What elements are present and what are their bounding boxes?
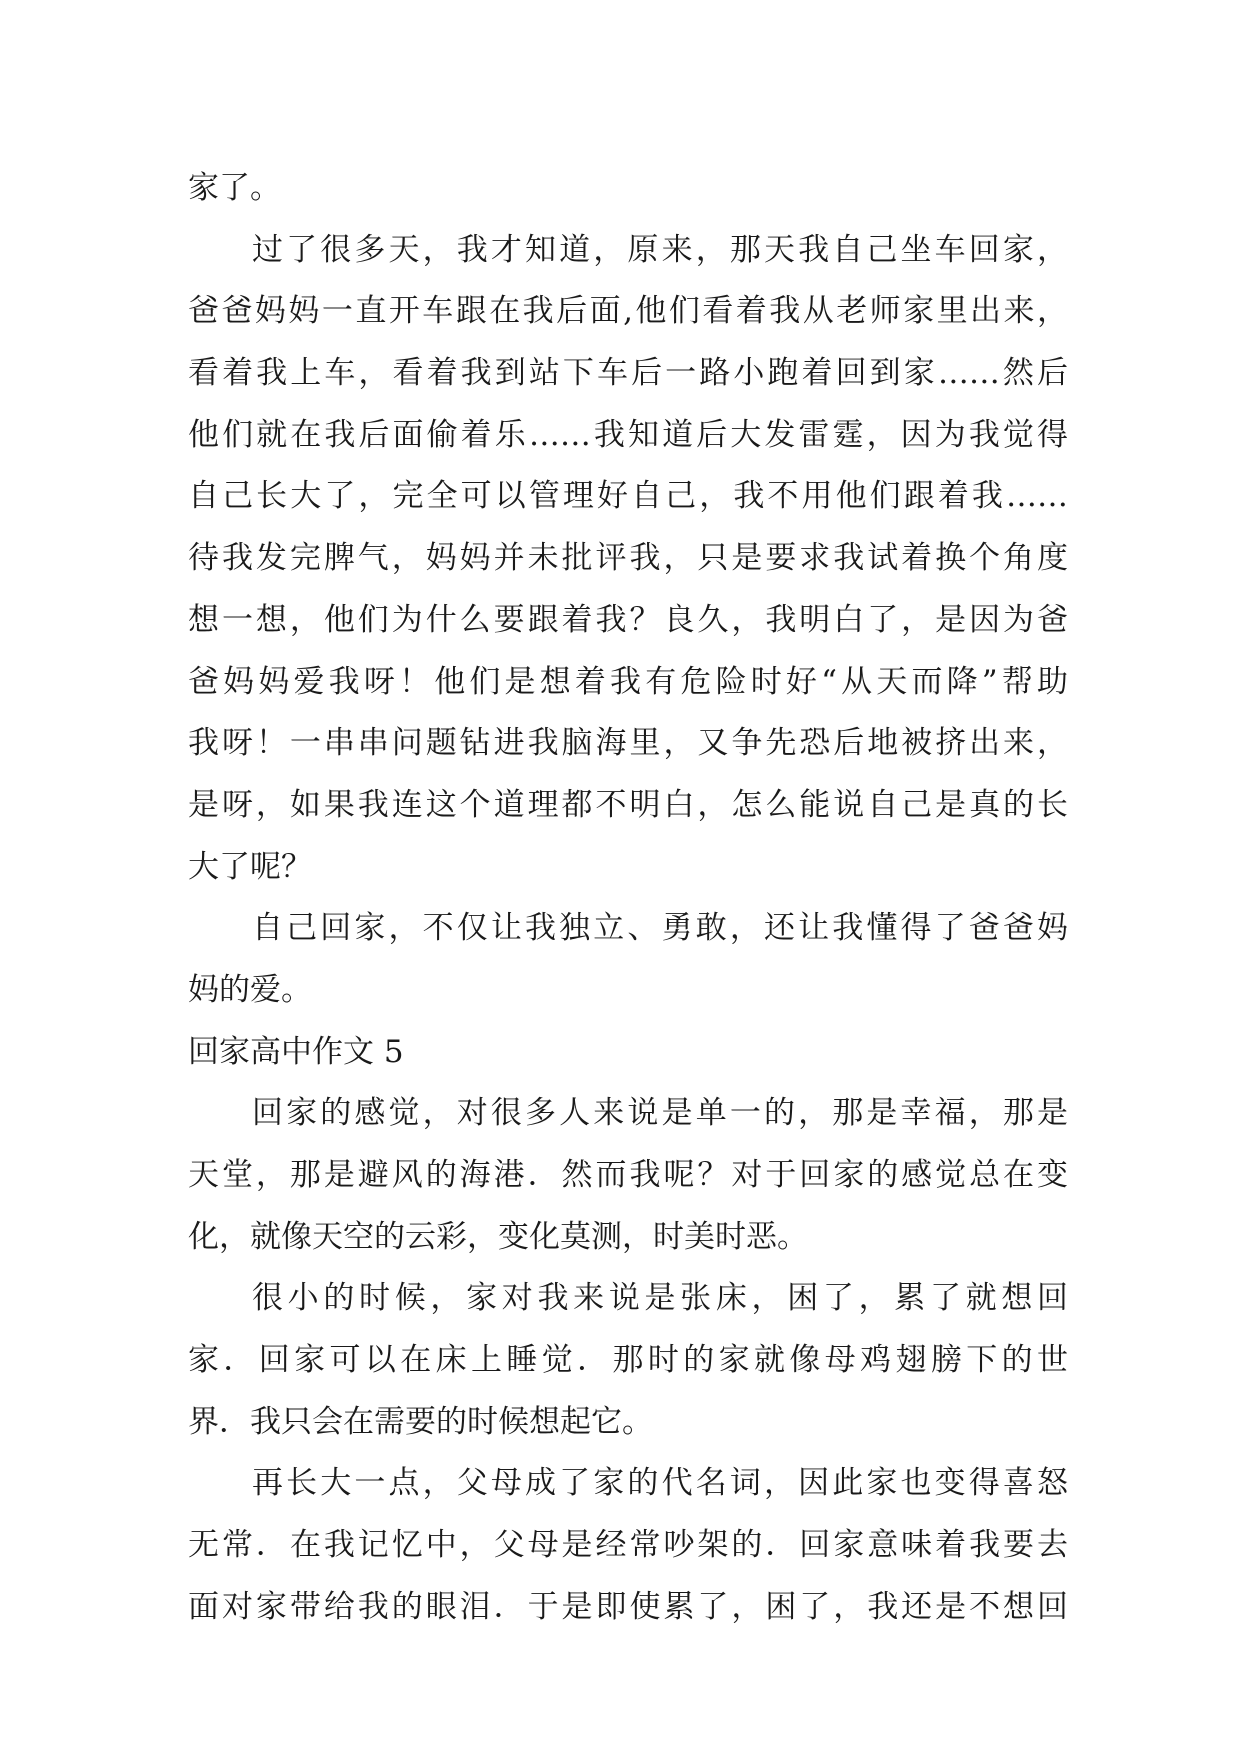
text-line: 看着我上车，看着我到站下车后一路小跑着回到家……然后 bbox=[188, 355, 1068, 392]
text-line: 界．我只会在需要的时候想起它。 bbox=[188, 1403, 653, 1440]
text-line: 回家的感觉，对很多人来说是单一的，那是幸福，那是 bbox=[252, 1095, 1068, 1132]
text-line: 爸爸妈妈一直开车跟在我后面,他们看着我从老师家里出来， bbox=[188, 293, 1068, 330]
text-line: 家了。 bbox=[188, 170, 281, 206]
text-line: 再长大一点，父母成了家的代名词，因此家也变得喜怒 bbox=[252, 1465, 1068, 1502]
text-line: 我呀！一串串问题钻进我脑海里，又争先恐后地被挤出来， bbox=[188, 725, 1068, 762]
text-line: 是呀，如果我连这个道理都不明白，怎么能说自己是真的长 bbox=[188, 786, 1068, 823]
text-line: 想一想，他们为什么要跟着我？良久，我明白了，是因为爸 bbox=[188, 601, 1068, 638]
text-line: 自己回家，不仅让我独立、勇敢，还让我懂得了爸爸妈 bbox=[252, 910, 1068, 947]
section-heading: 回家高中作文 5 bbox=[188, 1033, 404, 1070]
text-line: 化，就像天空的云彩，变化莫测，时美时恶。 bbox=[188, 1218, 808, 1255]
text-line: 妈的爱。 bbox=[188, 971, 312, 1008]
text-line: 大了呢？ bbox=[188, 848, 312, 885]
text-line: 天堂，那是避风的海港．然而我呢？对于回家的感觉总在变 bbox=[188, 1157, 1068, 1193]
text-line: 自己长大了，完全可以管理好自己，我不用他们跟着我…… bbox=[188, 478, 1068, 515]
text-line: 家．回家可以在床上睡觉．那时的家就像母鸡翅膀下的世 bbox=[188, 1342, 1068, 1379]
document-body bbox=[188, 158, 1068, 1639]
text-line: 过了很多天，我才知道，原来，那天我自己坐车回家， bbox=[252, 231, 1068, 268]
text-line: 他们就在我后面偷着乐……我知道后大发雷霆，因为我觉得 bbox=[188, 416, 1068, 453]
text-line: 爸妈妈爱我呀！他们是想着我有危险时好“从天而降”帮助 bbox=[188, 663, 1068, 700]
text-line: 待我发完脾气，妈妈并未批评我，只是要求我试着换个角度 bbox=[188, 540, 1068, 577]
text-line: 很小的时候，家对我来说是张床，困了，累了就想回 bbox=[252, 1280, 1068, 1317]
text-line: 面对家带给我的眼泪．于是即使累了，困了，我还是不想回 bbox=[188, 1588, 1068, 1625]
text-line: 无常．在我记忆中，父母是经常吵架的．回家意味着我要去 bbox=[188, 1527, 1068, 1564]
